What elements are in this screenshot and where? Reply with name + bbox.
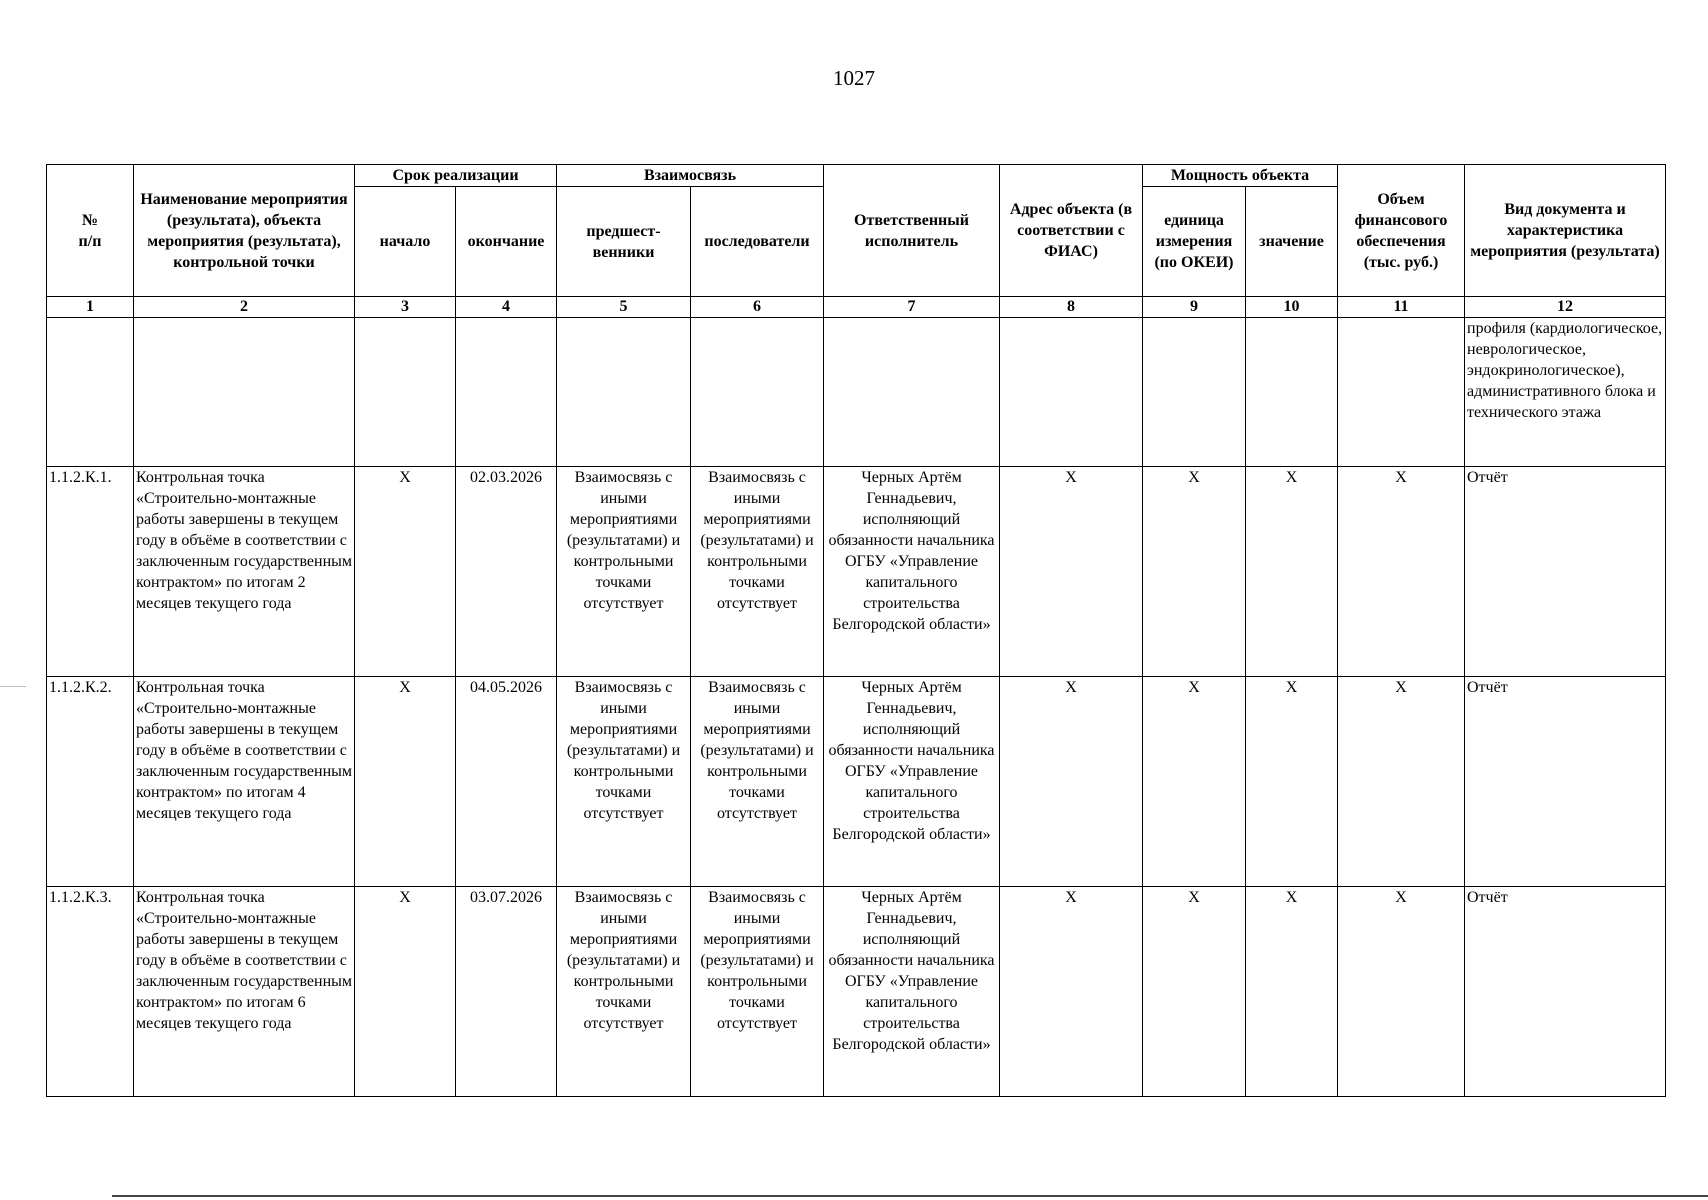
row-successors: Взаимосвязь с иными мероприятиями (результатами) и контрольными точками отсутствует — [691, 887, 824, 1097]
header-successors: последователи — [691, 187, 824, 297]
header-name: Наименование мероприятия (результата), объекта мероприятия (результата), контрольной точки — [134, 165, 355, 297]
column-number: 4 — [456, 297, 557, 318]
column-number: 8 — [1000, 297, 1143, 318]
row-successors: Взаимосвязь с иными мероприятиями (результатами) и контрольными точками отсутствует — [691, 677, 824, 887]
continuation-document-text: профиля (кардиологическое, неврологическое, эндокринологическое), административного блока и технического этажа — [1465, 318, 1666, 467]
bottom-divider — [112, 1195, 1708, 1197]
row-predecessors: Взаимосвязь с иными мероприятиями (результатами) и контрольными точками отсутствует — [557, 887, 691, 1097]
column-number: 7 — [824, 297, 1000, 318]
column-number: 11 — [1338, 297, 1465, 318]
row-predecessors: Взаимосвязь с иными мероприятиями (результатами) и контрольными точками отсутствует — [557, 677, 691, 887]
header-capacity-group: Мощность объекта — [1143, 165, 1338, 187]
row-responsible: Черных Артём Геннадьевич, исполняющий обязанности начальника ОГБУ «Управление капитального строительства Белгородской области» — [824, 677, 1000, 887]
table-row — [47, 887, 1666, 1097]
row-predecessors: Взаимосвязь с иными мероприятиями (результатами) и контрольными точками отсутствует — [557, 467, 691, 677]
row-document: Отчёт — [1465, 887, 1666, 1097]
row-start: Х — [355, 467, 456, 677]
header-address: Адрес объекта (в соответствии с ФИАС) — [1000, 165, 1143, 297]
row-value: Х — [1246, 467, 1338, 677]
row-unit: Х — [1143, 467, 1246, 677]
continuation-row — [47, 318, 1666, 467]
page-number: 1027 — [833, 66, 875, 90]
row-address: Х — [1000, 887, 1143, 1097]
row-start: Х — [355, 677, 456, 887]
column-number: 2 — [134, 297, 355, 318]
header-unit: единица измерения (по ОКЕИ) — [1143, 187, 1246, 297]
row-responsible: Черных Артём Геннадьевич, исполняющий обязанности начальника ОГБУ «Управление капитального строительства Белгородской области» — [824, 467, 1000, 677]
row-value: Х — [1246, 887, 1338, 1097]
header-document: Вид документа и характеристика мероприятия (результата) — [1465, 165, 1666, 297]
header-end: окончание — [456, 187, 557, 297]
row-address: Х — [1000, 677, 1143, 887]
row-finance: Х — [1338, 887, 1465, 1097]
column-number: 1 — [47, 297, 134, 318]
row-number: 1.1.2.К.2. — [47, 677, 134, 887]
header-number: № п/п — [47, 165, 134, 297]
header-responsible: Ответственный исполнитель — [824, 165, 1000, 297]
row-unit: Х — [1143, 677, 1246, 887]
header-finance: Объем финансового обеспечения (тыс. руб.) — [1338, 165, 1465, 297]
row-name: Контрольная точка «Строительно-монтажные работы завершены в текущем году в объёме в соответствии с заключенным государственным контрактом» по итогам 4 месяцев текущего года — [134, 677, 355, 887]
row-unit: Х — [1143, 887, 1246, 1097]
row-number: 1.1.2.К.1. — [47, 467, 134, 677]
row-name: Контрольная точка «Строительно-монтажные работы завершены в текущем году в объёме в соответствии с заключенным государственным контрактом» по итогам 2 месяцев текущего года — [134, 467, 355, 677]
row-number: 1.1.2.К.3. — [47, 887, 134, 1097]
header-predecessors: предшест- венники — [557, 187, 691, 297]
header-start: начало — [355, 187, 456, 297]
plan-table — [46, 164, 1666, 1097]
row-address: Х — [1000, 467, 1143, 677]
header-value: значение — [1246, 187, 1338, 297]
header-link-group: Взаимосвязь — [557, 165, 824, 187]
row-end: 03.07.2026 — [456, 887, 557, 1097]
row-end: 04.05.2026 — [456, 677, 557, 887]
column-number: 3 — [355, 297, 456, 318]
column-number: 9 — [1143, 297, 1246, 318]
column-number: 6 — [691, 297, 824, 318]
row-document: Отчёт — [1465, 467, 1666, 677]
row-responsible: Черных Артём Геннадьевич, исполняющий обязанности начальника ОГБУ «Управление капитального строительства Белгородской области» — [824, 887, 1000, 1097]
table-row — [47, 677, 1666, 887]
row-successors: Взаимосвязь с иными мероприятиями (результатами) и контрольными точками отсутствует — [691, 467, 824, 677]
row-end: 02.03.2026 — [456, 467, 557, 677]
table-row — [47, 467, 1666, 677]
row-document: Отчёт — [1465, 677, 1666, 887]
header-term-group: Срок реализации — [355, 165, 557, 187]
column-number: 10 — [1246, 297, 1338, 318]
column-number: 12 — [1465, 297, 1666, 318]
row-finance: Х — [1338, 677, 1465, 887]
row-name: Контрольная точка «Строительно-монтажные работы завершены в текущем году в объёме в соответствии с заключенным государственным контрактом» по итогам 6 месяцев текущего года — [134, 887, 355, 1097]
row-finance: Х — [1338, 467, 1465, 677]
scan-mark — [0, 686, 26, 687]
column-number: 5 — [557, 297, 691, 318]
row-value: Х — [1246, 677, 1338, 887]
row-start: Х — [355, 887, 456, 1097]
